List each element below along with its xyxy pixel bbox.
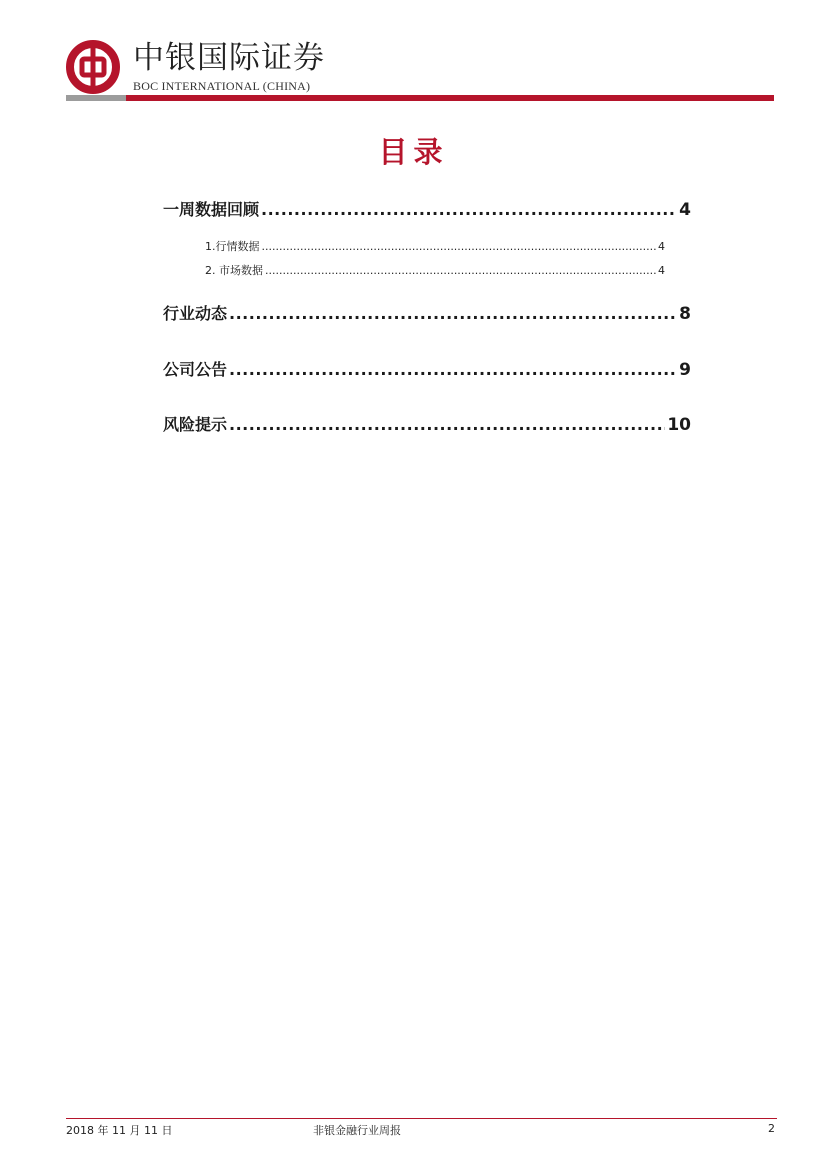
footer-divider <box>66 1118 777 1119</box>
toc-entry-weekly-data-review[interactable] <box>163 197 691 220</box>
toc-entry-label: 一周数据回顾 <box>163 200 260 219</box>
toc-entry-label: 风险提示 <box>163 415 228 434</box>
toc-entry-industry-news[interactable] <box>163 301 691 324</box>
toc-leader-dots <box>265 264 656 277</box>
toc-entry-label: 公司公告 <box>163 360 228 379</box>
toc-entry-market-data-quotes[interactable] <box>205 238 665 254</box>
brand-name-cn: 中银国际证券 <box>133 40 325 76</box>
footer-report-title: 非银金融行业周报 <box>313 1124 401 1137</box>
toc-leader-dots <box>261 200 677 219</box>
toc-title: 目录 <box>378 135 449 169</box>
boc-logo-icon <box>66 40 120 94</box>
toc-entry-label: 1.行情数据 <box>205 240 260 253</box>
toc-entry-company-announcements[interactable] <box>163 357 691 380</box>
toc-entry-risk-warning[interactable] <box>163 412 691 435</box>
toc-entry-page: 8 <box>679 304 691 324</box>
toc-entry-label: 行业动态 <box>163 304 228 323</box>
toc-entry-page: 4 <box>658 240 665 253</box>
toc-entry-page: 9 <box>679 360 691 380</box>
toc-leader-dots <box>229 360 677 379</box>
toc-leader-dots <box>229 415 665 434</box>
toc-entry-page: 4 <box>658 264 665 277</box>
toc-entry-page: 10 <box>667 415 691 435</box>
header-divider-grey <box>66 95 126 101</box>
toc-entry-label: 2. 市场数据 <box>205 264 263 277</box>
footer-date: 2018 年 11 月 11 日 <box>66 1124 173 1137</box>
toc-entry-market-data[interactable] <box>205 262 665 278</box>
toc-leader-dots <box>229 304 677 323</box>
toc-leader-dots <box>262 240 657 253</box>
brand-name-en: BOC INTERNATIONAL (CHINA) <box>133 79 311 93</box>
header-divider-red <box>126 95 774 101</box>
toc-entry-page: 4 <box>679 200 691 220</box>
footer-page-number: 2 <box>768 1122 775 1135</box>
